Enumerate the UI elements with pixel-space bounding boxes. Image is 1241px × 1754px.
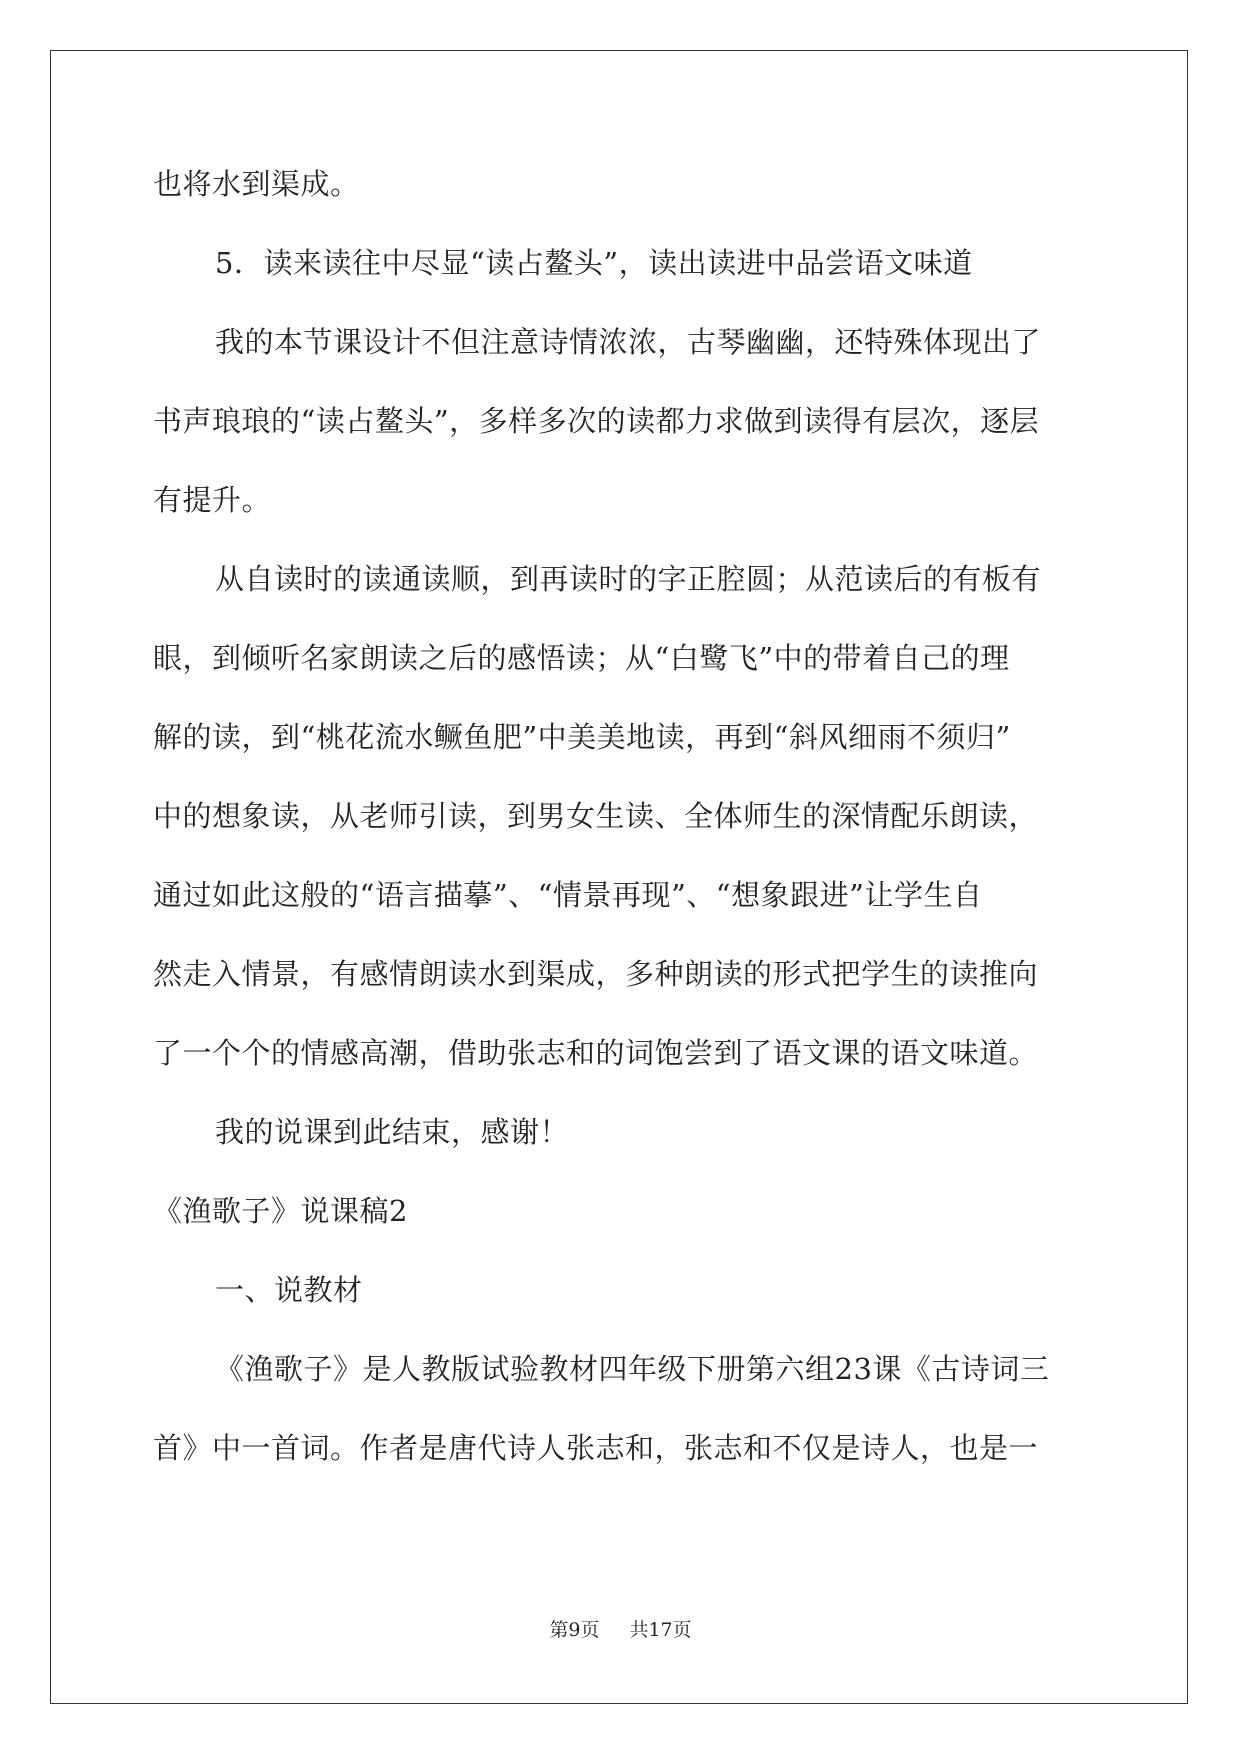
text-line: 《渔歌子》是人教版试验教材四年级下册第六组23课《古诗词三 [215,1352,1050,1386]
section-heading: 一、说教材 [215,1273,363,1307]
text-line: 也将水到渠成。 [153,167,360,201]
text-line: 了一个个的情感高潮，借助张志和的词饱尝到了语文课的语文味道。 [153,1036,1039,1070]
text-line: 书声琅琅的“读占鳌头”，多样多次的读都力求做到读得有层次，逐层 [153,404,1040,438]
page-total: 共17页 [629,1619,692,1641]
text-line: 通过如此这般的“语言描摹”、“情景再现”、“想象跟进”让学生自 [153,878,983,912]
text-line: 从自读时的读通读顺，到再读时的字正腔圆；从范读后的有板有 [215,562,1042,596]
text-line: 有提升。 [153,483,272,517]
page-footer [0,1618,1241,1642]
text-line: 中的想象读，从老师引读，到男女生读、全体师生的深情配乐朗读， [153,799,1039,833]
text-line: 我的说课到此结束，感谢！ [215,1115,570,1149]
text-line: 解的读，到“桃花流水鳜鱼肥”中美美地读，再到“斜风细雨不须归” [153,720,1011,754]
text-line: 我的本节课设计不但注意诗情浓浓，古琴幽幽，还特殊体现出了 [215,325,1042,359]
text-line: 首》中一首词。作者是唐代诗人张志和，张志和不仅是诗人，也是一 [153,1431,1039,1465]
page-number: 第9页 [549,1619,600,1641]
text-line: 然走入情景，有感情朗读水到渠成，多种朗读的形式把学生的读推向 [153,957,1039,991]
text-line: 眼，到倾听名家朗读之后的感悟读；从“白鹭飞”中的带着自己的理 [153,641,1010,675]
document-title: 《渔歌子》说课稿2 [153,1194,408,1228]
section-heading: 5．读来读往中尽显“读占鳌头”，读出读进中品尝语文味道 [215,246,973,280]
